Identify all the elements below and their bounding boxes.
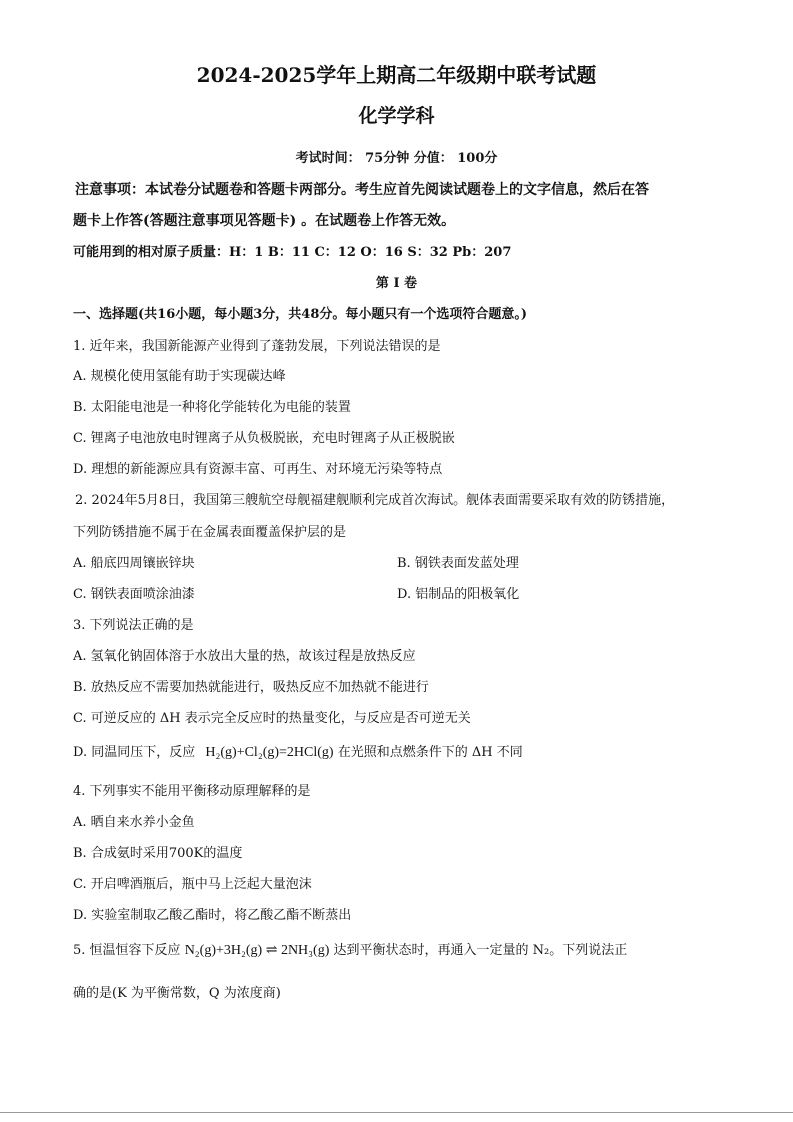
question-4-stem: 4. 下列事实不能用平衡移动原理解释的是 [73,784,311,799]
question-3-option-d-prefix: D. 同温同压下，反应 [73,745,196,760]
question-2-option-a: A. 船底四周镶嵌锌块 [73,556,195,571]
question-2-stem-line-2: 下列防锈措施不属于在金属表面覆盖保护层的是 [73,525,347,540]
question-1-stem: 1. 近年来，我国新能源产业得到了蓬勃发展，下列说法错误的是 [73,339,441,354]
question-5-stem-prefix: 5. 恒温恒容下反应 [73,943,181,958]
page-bottom-divider [0,1112,793,1113]
atomic-masses: 可能用到的相对原子质量：H：1 B：11 C：12 O：16 S：32 Pb：207 [73,245,512,260]
question-4-option-b: B. 合成氨时采用700K的温度 [73,846,243,861]
question-3-option-b: B. 放热反应不需要加热就能进行，吸热反应不加热就不能进行 [73,680,429,695]
question-2-option-d: D. 铝制品的阳极氧化 [397,587,520,602]
question-5-equation: N₂(g)+3H₂(g) ⇌ 2NH₃(g) [184,943,330,958]
question-5-stem-line-2: 确的是(K 为平衡常数，Q 为浓度商) [73,986,281,1001]
notice-line-1: 注意事项：本试卷分试题卷和答题卡两部分。考生应首先阅读试题卷上的文字信息，然后在答 [75,182,649,198]
question-3-equation: H₂(g)+Cl₂(g)=2HCl(g) [205,745,334,760]
question-1-option-a: A. 规模化使用氢能有助于实现碳达峰 [73,369,286,384]
question-5-stem-suffix: 达到平衡状态时，再通入一定量的 N₂。下列说法正 [333,943,628,958]
exam-info: 考试时间： 75分钟 分值： 100分 [295,151,498,166]
exam-title: 2024-2025学年上期高二年级期中联考试题 [196,63,597,87]
question-4-option-d: D. 实验室制取乙酸乙酯时，将乙酸乙酯不断蒸出 [73,908,352,923]
section-heading: 一、选择题(共16小题，每小题3分，共48分。每小题只有一个选项符合题意。) [73,307,528,322]
question-3-option-a: A. 氢氧化钠固体溶于水放出大量的热，故该过程是放热反应 [73,649,416,664]
volume-label: 第 I 卷 [375,276,418,291]
notice-line-2: 题卡上作答(答题注意事项见答题卡) 。在试题卷上作答无效。 [73,213,456,229]
question-4-option-c: C. 开启啤酒瓶后，瓶中马上泛起大量泡沫 [73,877,312,892]
question-4-option-a: A. 晒自来水养小金鱼 [73,815,195,830]
question-5-stem-line-1 [73,942,627,960]
question-2-option-b: B. 钢铁表面发蓝处理 [397,556,519,571]
question-1-option-d: D. 理想的新能源应具有资源丰富、可再生、对环境无污染等特点 [73,462,443,477]
subject-title: 化学学科 [358,105,435,127]
question-1-option-c: C. 锂离子电池放电时锂离子从负极脱嵌，充电时锂离子从正极脱嵌 [73,431,455,446]
question-3-option-c: C. 可逆反应的 ΔH 表示完全反应时的热量变化，与反应是否可逆无关 [73,711,471,726]
question-3-stem: 3. 下列说法正确的是 [73,618,194,633]
question-1-option-b: B. 太阳能电池是一种将化学能转化为电能的装置 [73,400,351,415]
question-3-option-d-suffix: 在光照和点燃条件下的 ΔH 不同 [337,745,523,760]
question-2-stem-line-1: 2. 2024年5月8日，我国第三艘航空母舰福建舰顺利完成首次海试。舰体表面需要采取有效的防锈措施， [75,493,675,508]
question-3-option-d [73,744,523,762]
question-2-option-c: C. 钢铁表面喷涂油漆 [73,587,195,602]
